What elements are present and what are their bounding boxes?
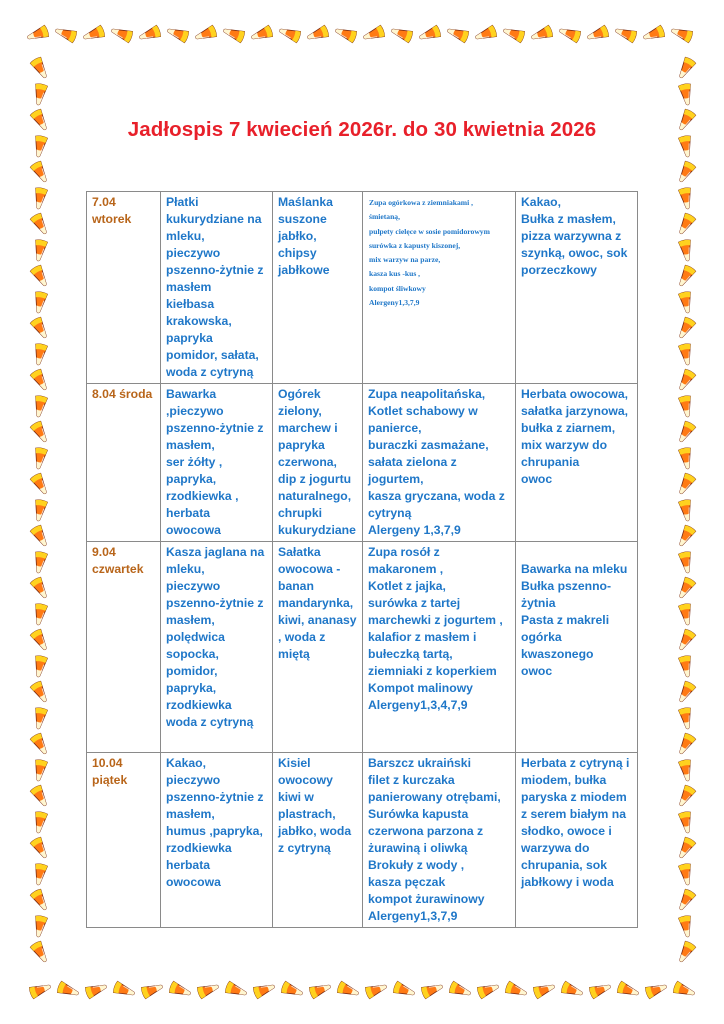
second-breakfast-cell: Sałatka owocowa - banan mandarynka, kiwi, ananasy , woda z miętą (273, 542, 363, 753)
candy-corn-icon (678, 447, 693, 470)
candy-corn-icon (32, 499, 47, 522)
candy-corn-icon (141, 981, 165, 999)
candy-corn-icon (678, 863, 693, 886)
candy-corn-icon (306, 25, 330, 43)
candy-corn-icon (642, 25, 666, 43)
candy-corn-icon (678, 603, 693, 626)
candy-corn-icon (82, 25, 106, 43)
candy-corn-icon (32, 863, 47, 886)
candy-corn-icon (337, 981, 361, 999)
candy-corn-icon (675, 524, 696, 548)
candy-corn-icon (32, 551, 47, 574)
candy-corn-icon (30, 472, 51, 496)
candy-corn-icon (194, 25, 218, 43)
candy-corn-icon (30, 420, 51, 444)
candy-corn-icon (673, 981, 697, 999)
candy-corn-icon (675, 576, 696, 600)
second-breakfast-cell: Ogórek zielony, marchew i papryka czerwona, dip z jogurtu naturalnego, chrupki kukurydziane (273, 384, 363, 542)
candy-corn-icon (474, 25, 498, 43)
lunch-cell: Zupa neapolitańska, Kotlet schabowy w panierce, buraczki zasmażane, sałata zielona z jogurtem, kasza gryczana, woda z cytryną Alergeny 1,3,7,9 (363, 384, 516, 542)
candy-corn-icon (138, 25, 162, 43)
candy-corn-icon (30, 732, 51, 756)
candy-corn-icon (678, 551, 693, 574)
candy-corn-icon (85, 981, 109, 999)
candy-corn-icon (502, 25, 526, 43)
lunch-cell: Zupa rosół z makaronem , Kotlet z jajka, surówka z tartej marchewki z jogurtem , kalafior z masłem i bułeczką tartą, ziemniaki z koperkiem Kompot malinowy Alergeny1,3,4,7,9 (363, 542, 516, 753)
candy-corn-icon (675, 264, 696, 288)
candy-corn-icon (32, 759, 47, 782)
candy-corn-icon (675, 732, 696, 756)
candy-corn-icon (678, 239, 693, 262)
candy-corn-icon (449, 981, 473, 999)
candy-corn-icon (30, 160, 51, 184)
candy-corn-icon (678, 811, 693, 834)
second-breakfast-cell: Kisiel owocowy kiwi w plastrach, jabłko, woda z cytryną (273, 753, 363, 928)
candy-corn-icon (26, 25, 50, 43)
candy-corn-icon (30, 888, 51, 912)
candy-corn-icon (250, 25, 274, 43)
candy-corn-icon (390, 25, 414, 43)
page-title: Jadłospis 7 kwiecień 2026r. do 30 kwietnia 2026 (127, 118, 597, 141)
second-breakfast-cell: Maślanka suszone jabłko, chipsy jabłkowe (273, 192, 363, 384)
candy-corn-icon (57, 981, 81, 999)
table-row (87, 753, 638, 928)
candy-corn-icon (421, 981, 445, 999)
candy-corn-icon (169, 981, 193, 999)
candy-corn-icon (678, 343, 693, 366)
candy-corn-icon (166, 25, 190, 43)
candy-corn-icon (253, 981, 277, 999)
candy-corn-icon (678, 187, 693, 210)
candy-corn-icon (30, 576, 51, 600)
candy-corn-icon (446, 25, 470, 43)
candy-corn-icon (32, 239, 47, 262)
candy-corn-icon (675, 784, 696, 808)
candy-corn-icon (675, 160, 696, 184)
menu-table (86, 191, 638, 928)
candy-corn-icon (678, 395, 693, 418)
candy-corn-icon (561, 981, 585, 999)
candy-corn-icon (30, 680, 51, 704)
candy-corn-icon (670, 25, 694, 43)
snack-cell: Kakao, Bułka z masłem, pizza warzywna z szynką, owoc, sok porzeczkowy (516, 192, 638, 384)
candy-corn-icon (30, 836, 51, 860)
candy-corn-icon (586, 25, 610, 43)
lunch-cell: Barszcz ukraiński filet z kurczaka panierowany otrębami, Surówka kapusta czerwona parzona z żurawiną i oliwką Brokuły z wody , kasza pęczak kompot żurawinowy Alergeny1,3,7,9 (363, 753, 516, 928)
candy-corn-icon (30, 56, 51, 80)
candy-corn-icon (675, 420, 696, 444)
breakfast-cell: Płatki kukurydziane na mleku, pieczywo pszenno-żytnie z masłem kiełbasa krakowska, papryka pomidor, sałata, woda z cytryną (161, 192, 273, 384)
candy-corn-icon (30, 264, 51, 288)
candy-corn-icon (678, 707, 693, 730)
candy-corn-icon (617, 981, 641, 999)
candy-corn-icon (675, 56, 696, 80)
candy-corn-icon (110, 25, 134, 43)
lunch-cell: Zupa ogórkowa z ziemniakami , śmietaną, pulpety cielęce w sosie pomidorowym surówka z kapusty kiszonej, mix warzyw na parze, kasza kus -kus , kompot śliwkowy Alergeny1,3,7,9 (363, 192, 516, 384)
snack-cell: Herbata z cytryną i miodem, bułka paryska z miodem z serem białym na słodko, owoce i warzywa do chrupania, sok jabłkowy i woda (516, 753, 638, 928)
candy-corn-icon (30, 784, 51, 808)
candy-corn-icon (678, 759, 693, 782)
candy-corn-icon (675, 888, 696, 912)
candy-corn-icon (222, 25, 246, 43)
breakfast-cell: Bawarka ,pieczywo pszenno-żytnie z masłem, ser żółty , papryka, rzodkiewka , herbata owocowa (161, 384, 273, 542)
candy-corn-icon (30, 628, 51, 652)
candy-corn-icon (54, 25, 78, 43)
table-row (87, 384, 638, 542)
candy-corn-icon (32, 187, 47, 210)
candy-corn-icon (477, 981, 501, 999)
candy-corn-icon (362, 25, 386, 43)
candy-corn-icon (32, 603, 47, 626)
day-cell: 8.04 środa (87, 384, 161, 542)
candy-corn-icon (675, 368, 696, 392)
candy-corn-icon (30, 212, 51, 236)
candy-corn-icon (675, 212, 696, 236)
candy-corn-icon (32, 395, 47, 418)
candy-corn-icon (678, 655, 693, 678)
candy-corn-icon (32, 915, 47, 938)
candy-corn-icon (530, 25, 554, 43)
snack-cell: Bawarka na mleku Bułka pszenno-żytnia Pasta z makreli ogórka kwaszonego owoc (516, 542, 638, 753)
candy-corn-icon (32, 707, 47, 730)
candy-corn-icon (393, 981, 417, 999)
candy-corn-icon (309, 981, 333, 999)
candy-corn-icon (589, 981, 613, 999)
day-cell: 9.04 czwartek (87, 542, 161, 753)
candy-corn-icon (675, 940, 696, 964)
breakfast-cell: Kasza jaglana na mleku, pieczywo pszenno-żytnie z masłem, polędwica sopocka, pomidor, papryka, rzodkiewka woda z cytryną (161, 542, 273, 753)
candy-corn-icon (558, 25, 582, 43)
candy-corn-icon (30, 524, 51, 548)
candy-corn-icon (678, 83, 693, 106)
candy-corn-icon (533, 981, 557, 999)
candy-corn-icon (678, 499, 693, 522)
candy-corn-icon (645, 981, 669, 999)
candy-corn-icon (505, 981, 529, 999)
candy-corn-icon (113, 981, 137, 999)
table-row (87, 192, 638, 384)
candy-corn-icon (32, 447, 47, 470)
candy-corn-icon (197, 981, 221, 999)
candy-corn-icon (365, 981, 389, 999)
candy-corn-icon (675, 472, 696, 496)
candy-corn-icon (418, 25, 442, 43)
candy-corn-icon (675, 836, 696, 860)
candy-corn-icon (32, 83, 47, 106)
candy-corn-icon (32, 811, 47, 834)
candy-corn-icon (30, 940, 51, 964)
day-cell: 10.04 piątek (87, 753, 161, 928)
snack-cell: Herbata owocowa, sałatka jarzynowa, bułka z ziarnem, mix warzyw do chrupania owoc (516, 384, 638, 542)
candy-corn-icon (29, 981, 53, 999)
table-row (87, 542, 638, 753)
candy-corn-icon (32, 291, 47, 314)
candy-corn-icon (30, 368, 51, 392)
candy-corn-icon (281, 981, 305, 999)
candy-corn-icon (675, 680, 696, 704)
candy-corn-icon (614, 25, 638, 43)
candy-corn-icon (30, 316, 51, 340)
candy-corn-icon (675, 628, 696, 652)
day-cell: 7.04 wtorek (87, 192, 161, 384)
candy-corn-icon (32, 655, 47, 678)
candy-corn-icon (334, 25, 358, 43)
candy-corn-icon (225, 981, 249, 999)
candy-corn-icon (678, 915, 693, 938)
candy-corn-icon (32, 343, 47, 366)
breakfast-cell: Kakao, pieczywo pszenno-żytnie z masłem, humus ,papryka, rzodkiewka herbata owocowa (161, 753, 273, 928)
candy-corn-icon (678, 291, 693, 314)
candy-corn-icon (278, 25, 302, 43)
candy-corn-icon (675, 316, 696, 340)
